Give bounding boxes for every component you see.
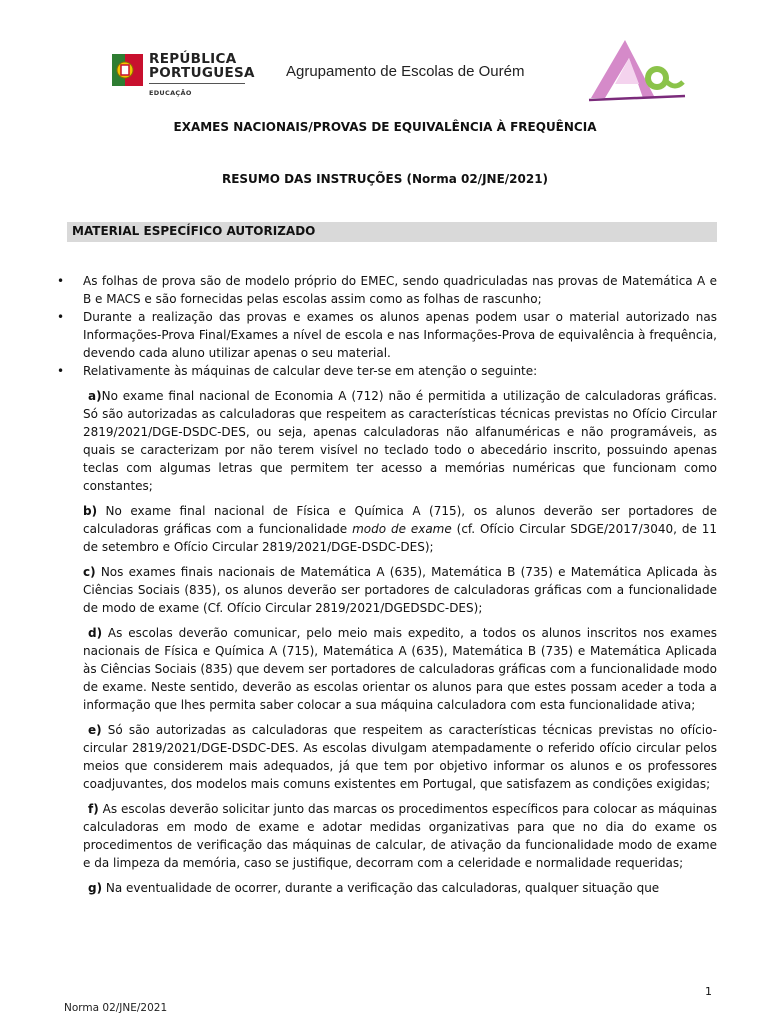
section-heading: MATERIAL ESPECÍFICO AUTORIZADO — [72, 224, 316, 238]
ao-school-logo-icon — [585, 38, 690, 104]
page-number: 1 — [705, 985, 712, 998]
document-body — [55, 272, 717, 897]
calculator-rule-g: g) Na eventualidade de ocorrer, durante a verificação das calculadoras, qualquer situação que — [88, 881, 660, 895]
section-heading-bar — [67, 222, 717, 242]
list-item: • Durante a realização das provas e exames os alunos apenas podem usar o material autorizado nas Informações-Prova Final/Exames a nível de escola e nas Informações-Prova de equivalência à frequência, devendo cada aluno utilizar apenas o seu material. — [57, 310, 717, 360]
school-name: Agrupamento de Escolas de Ourém — [286, 63, 525, 80]
logo-divider — [149, 83, 245, 84]
list-item: • Relativamente às máquinas de calcular deve ter-se em atenção o seguinte: — [57, 364, 538, 378]
calculator-rule-b: b) No exame final nacional de Física e Química A (715), os alunos deverão ser portadores de calculadoras gráficas com a funcionalidade modo de exame (cf. Ofício Circular SDGE/2017/3040, de 11 de setembro e Ofício Circular 2819/2021/DGE-DSDC-DES); — [83, 504, 718, 554]
educacao-label: EDUCAÇÃO — [149, 89, 192, 97]
document-subtitle: RESUMO DAS INSTRUÇÕES (Norma 02/JNE/2021) — [221, 172, 549, 186]
calculator-rule-d: d) As escolas deverão comunicar, pelo meio mais expedito, a todos os alunos inscritos nos exames nacionais de Física e Química A (715), Matemática A (635), Matemática B (735) e Matemática Aplicada às Ciências Sociais (835) que devem ser portadores de calculadoras gráficas com a funcionalidade modo de exame. Neste sentido, deverão as escolas orientar os alunos para que estes possam aceder a toda a informação que lhes permita saber colocar a sua máquina calculadora com esta funcionalidade ativa; — [83, 626, 717, 712]
calculator-rule-a: a)No exame final nacional de Economia A (712) não é permitida a utilização de calculadoras gráficas. Só são autorizadas as calculadoras que respeitem as características técnicas previstas no Ofício Circular 2819/2021/DGE-DSDC-DES, ou seja, apenas calculadoras não alfanuméricas e não programáveis, as quais se caracterizam por não terem visível no teclado todo o abecedário inscrito, possuindo apenas teclas com algumas letras que permitem ter acesso a memórias numéricas que funcionam como constantes; — [83, 389, 717, 493]
calculator-rule-e: e) Só são autorizadas as calculadoras que respeitem as características técnicas previstas no ofício-circular 2819/2021/DGE-DSDC-DES. As escolas divulgam atempadamente o referido ofício circular pelos meios que considerem mais adequados, já que tem por objetivo informar os alunos e os professores coadjuvantes, dos modelos mais comuns existentes em Portugal, que satisfazem as condições exigidas; — [83, 723, 717, 791]
bullet-icon: • — [57, 364, 65, 378]
republica-portuguesa-wordmark: REPÚBLICA PORTUGUESA — [149, 51, 255, 81]
bullet-icon: • — [57, 274, 65, 288]
calculator-rule-f: f) As escolas deverão solicitar junto das marcas os procedimentos específicos para colocar as máquinas calculadoras em modo de exame e adotar medidas organizativas para que no dia do exame os procedimentos de verificação das máquinas de calcular, de ativação da funcionalidade modo de exame e da limpeza da memória, caso se justifique, decorram com a celeridade e normalidade requeridas; — [83, 802, 717, 870]
document-title: EXAMES NACIONAIS/PROVAS DE EQUIVALÊNCIA À FREQUÊNCIA — [173, 120, 597, 134]
document-header — [0, 38, 770, 110]
bullet-icon: • — [57, 310, 65, 324]
page-footer: Norma 02/JNE/2021 — [64, 1002, 168, 1014]
list-item: • As folhas de prova são de modelo próprio do EMEC, sendo quadriculadas nas provas de Matemática A e B e MACS e são fornecidas pelas escolas assim como as folhas de rascunho; — [57, 274, 717, 306]
calculator-rule-c: c) Nos exames finais nacionais de Matemática A (635), Matemática B (735) e Matemática Aplicada às Ciências Sociais (835), os alunos deverão ser portadores de calculadoras gráficas com a funcionalidade de modo de exame (Cf. Ofício Circular 2819/2021/DGEDSDC-DES); — [83, 565, 717, 615]
